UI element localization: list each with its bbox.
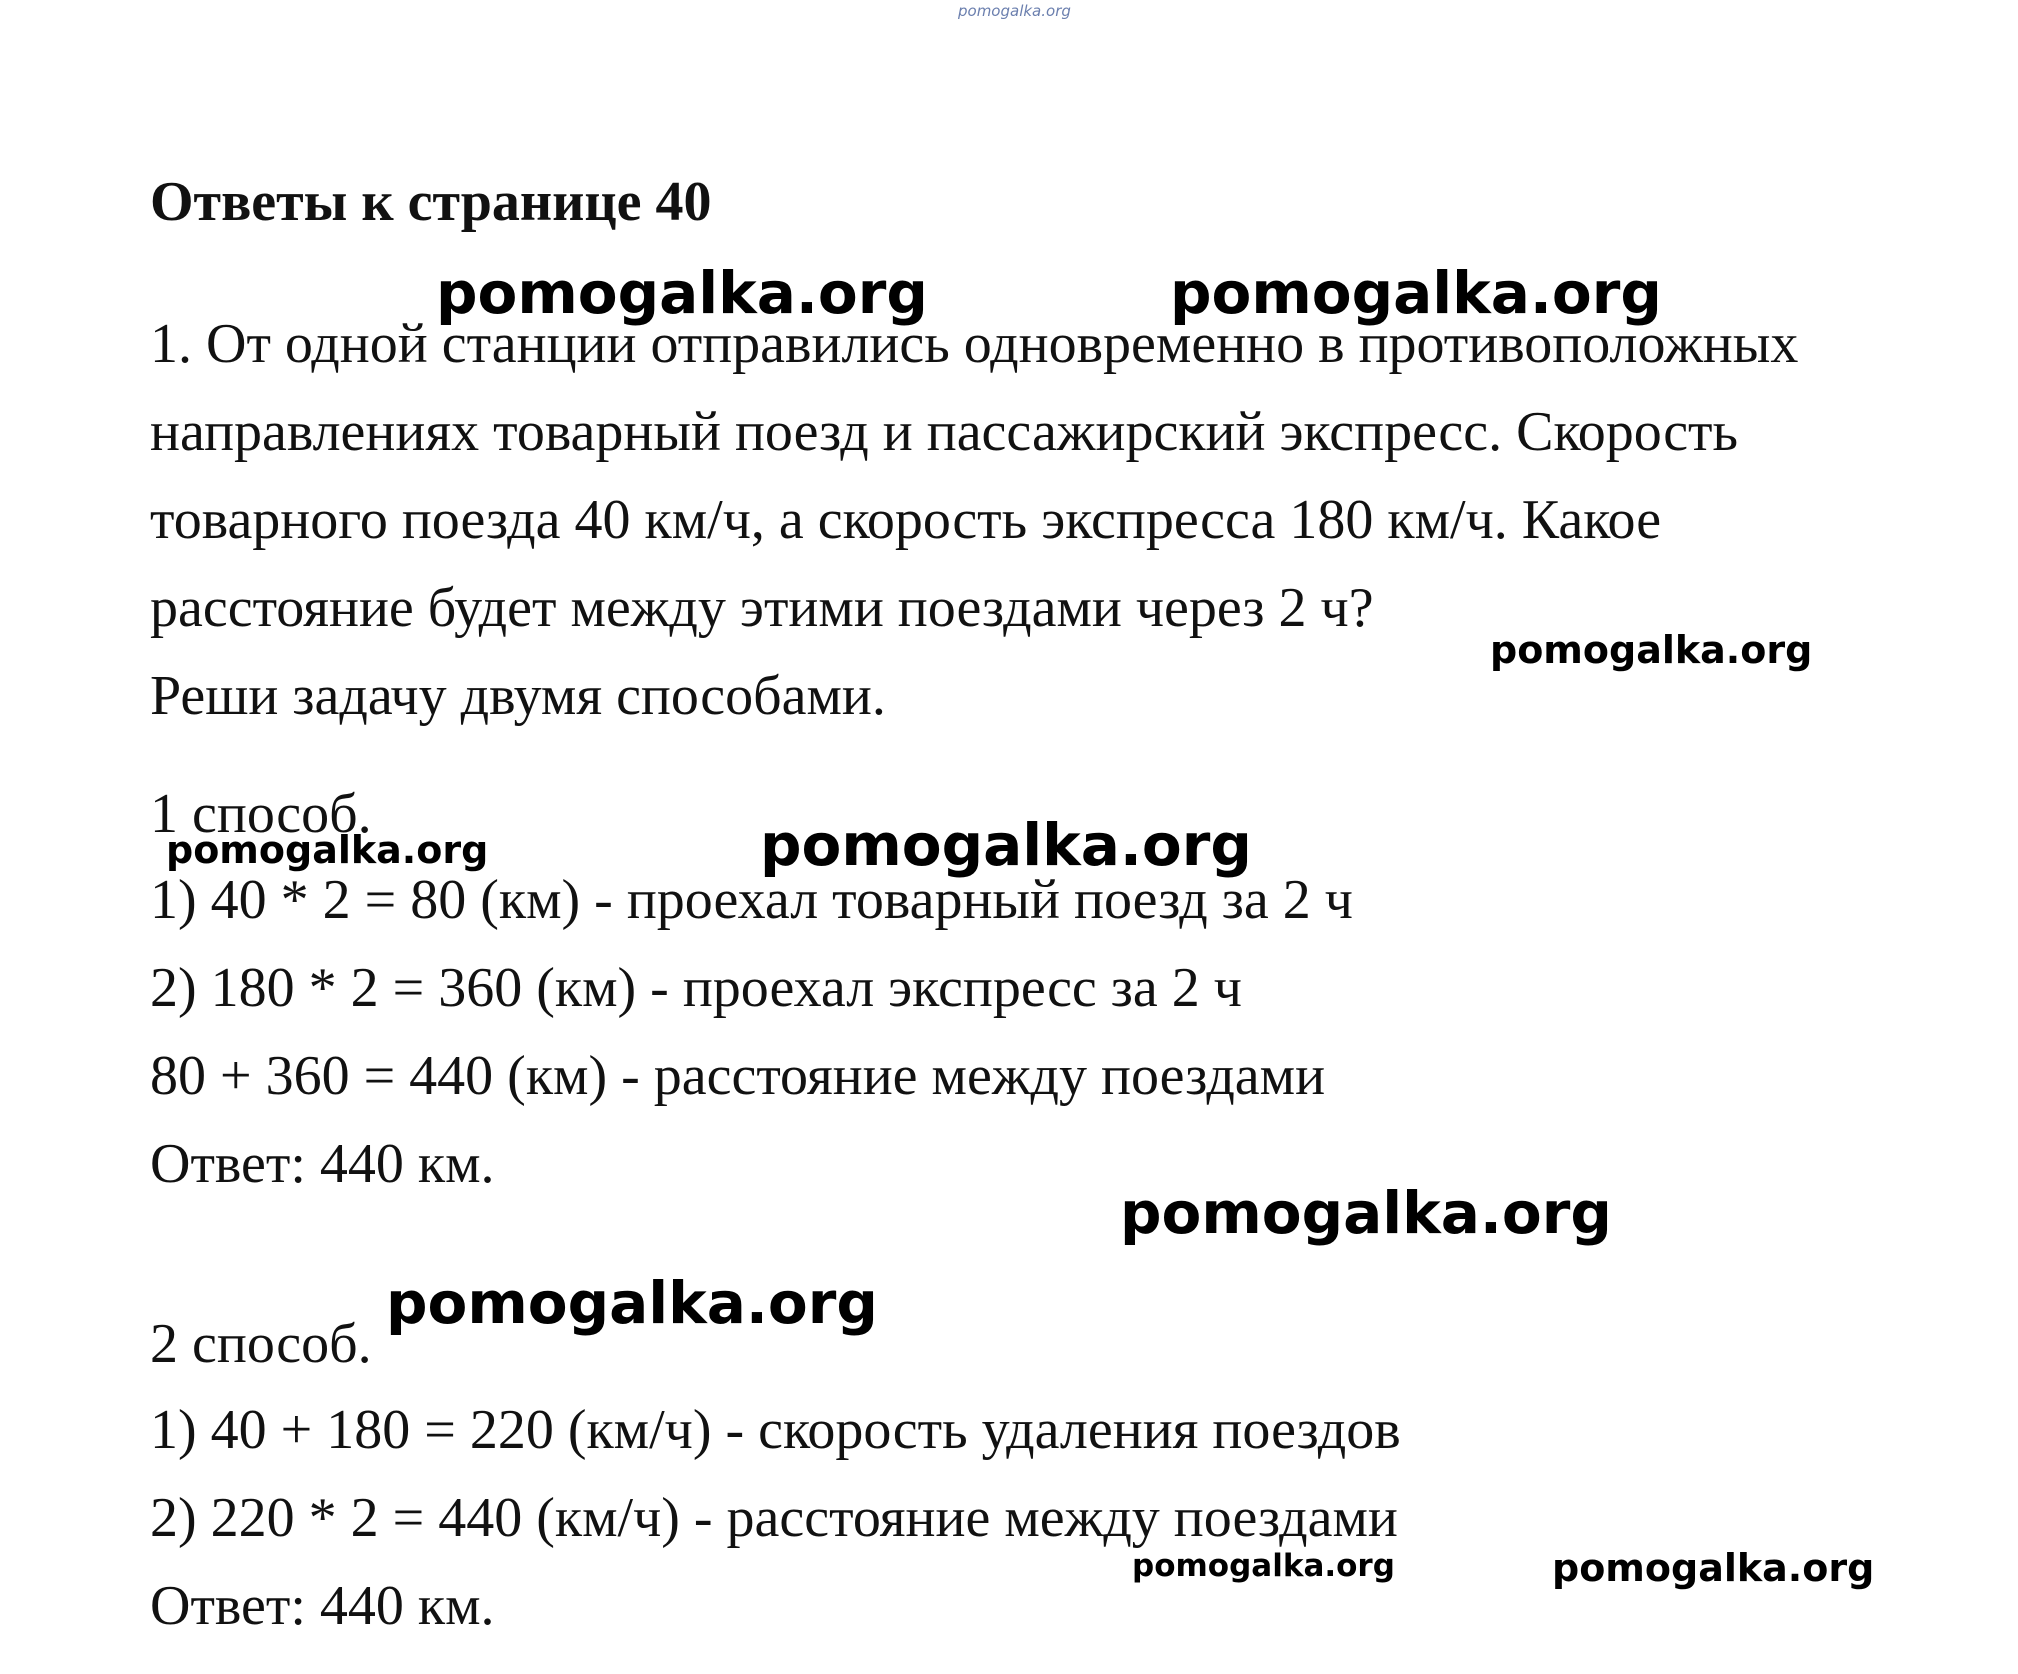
watermark-7: pomogalka.org: [386, 1269, 878, 1337]
method1-answer: Ответ: 440 км.: [150, 1133, 495, 1195]
method1-title: 1 способ.: [150, 783, 372, 845]
method1-step-3: 80 + 360 = 440 (км) - расстояние между поездами: [150, 1045, 1326, 1107]
problem-line-2: направлениях товарный поезд и пассажирский экспресс. Скорость: [150, 401, 1739, 463]
watermark-top: pomogalka.org: [958, 2, 1071, 20]
method2-answer: Ответ: 440 км.: [150, 1575, 495, 1637]
watermark-6: pomogalka.org: [1120, 1179, 1612, 1247]
problem-line-4: расстояние будет между этими поездами через 2 ч?: [150, 577, 1374, 639]
page-title: Ответы к странице 40: [150, 171, 712, 233]
method2-step-2: 2) 220 * 2 = 440 (км/ч) - расстояние между поездами: [150, 1487, 1398, 1549]
watermark-2: pomogalka.org: [1170, 259, 1662, 327]
problem-line-1: 1. От одной станции отправились одновременно в противоположных: [150, 313, 1799, 375]
watermark-8: pomogalka.org: [1132, 1548, 1395, 1584]
method1-step-2: 2) 180 * 2 = 360 (км) - проехал экспресс за 2 ч: [150, 957, 1242, 1019]
method2-title: 2 способ.: [150, 1313, 372, 1375]
method2-step-1: 1) 40 + 180 = 220 (км/ч) - скорость удаления поездов: [150, 1399, 1401, 1461]
problem-line-5: Реши задачу двумя способами.: [150, 665, 886, 727]
watermark-4: pomogalka.org: [166, 828, 489, 872]
watermark-3: pomogalka.org: [1490, 628, 1813, 672]
problem-line-3: товарного поезда 40 км/ч, а скорость экспресса 180 км/ч. Какое: [150, 489, 1662, 551]
watermark-1: pomogalka.org: [436, 259, 928, 327]
watermark-5: pomogalka.org: [760, 811, 1252, 879]
method1-step-1: 1) 40 * 2 = 80 (км) - проехал товарный поезд за 2 ч: [150, 869, 1353, 931]
watermark-9: pomogalka.org: [1552, 1546, 1875, 1590]
